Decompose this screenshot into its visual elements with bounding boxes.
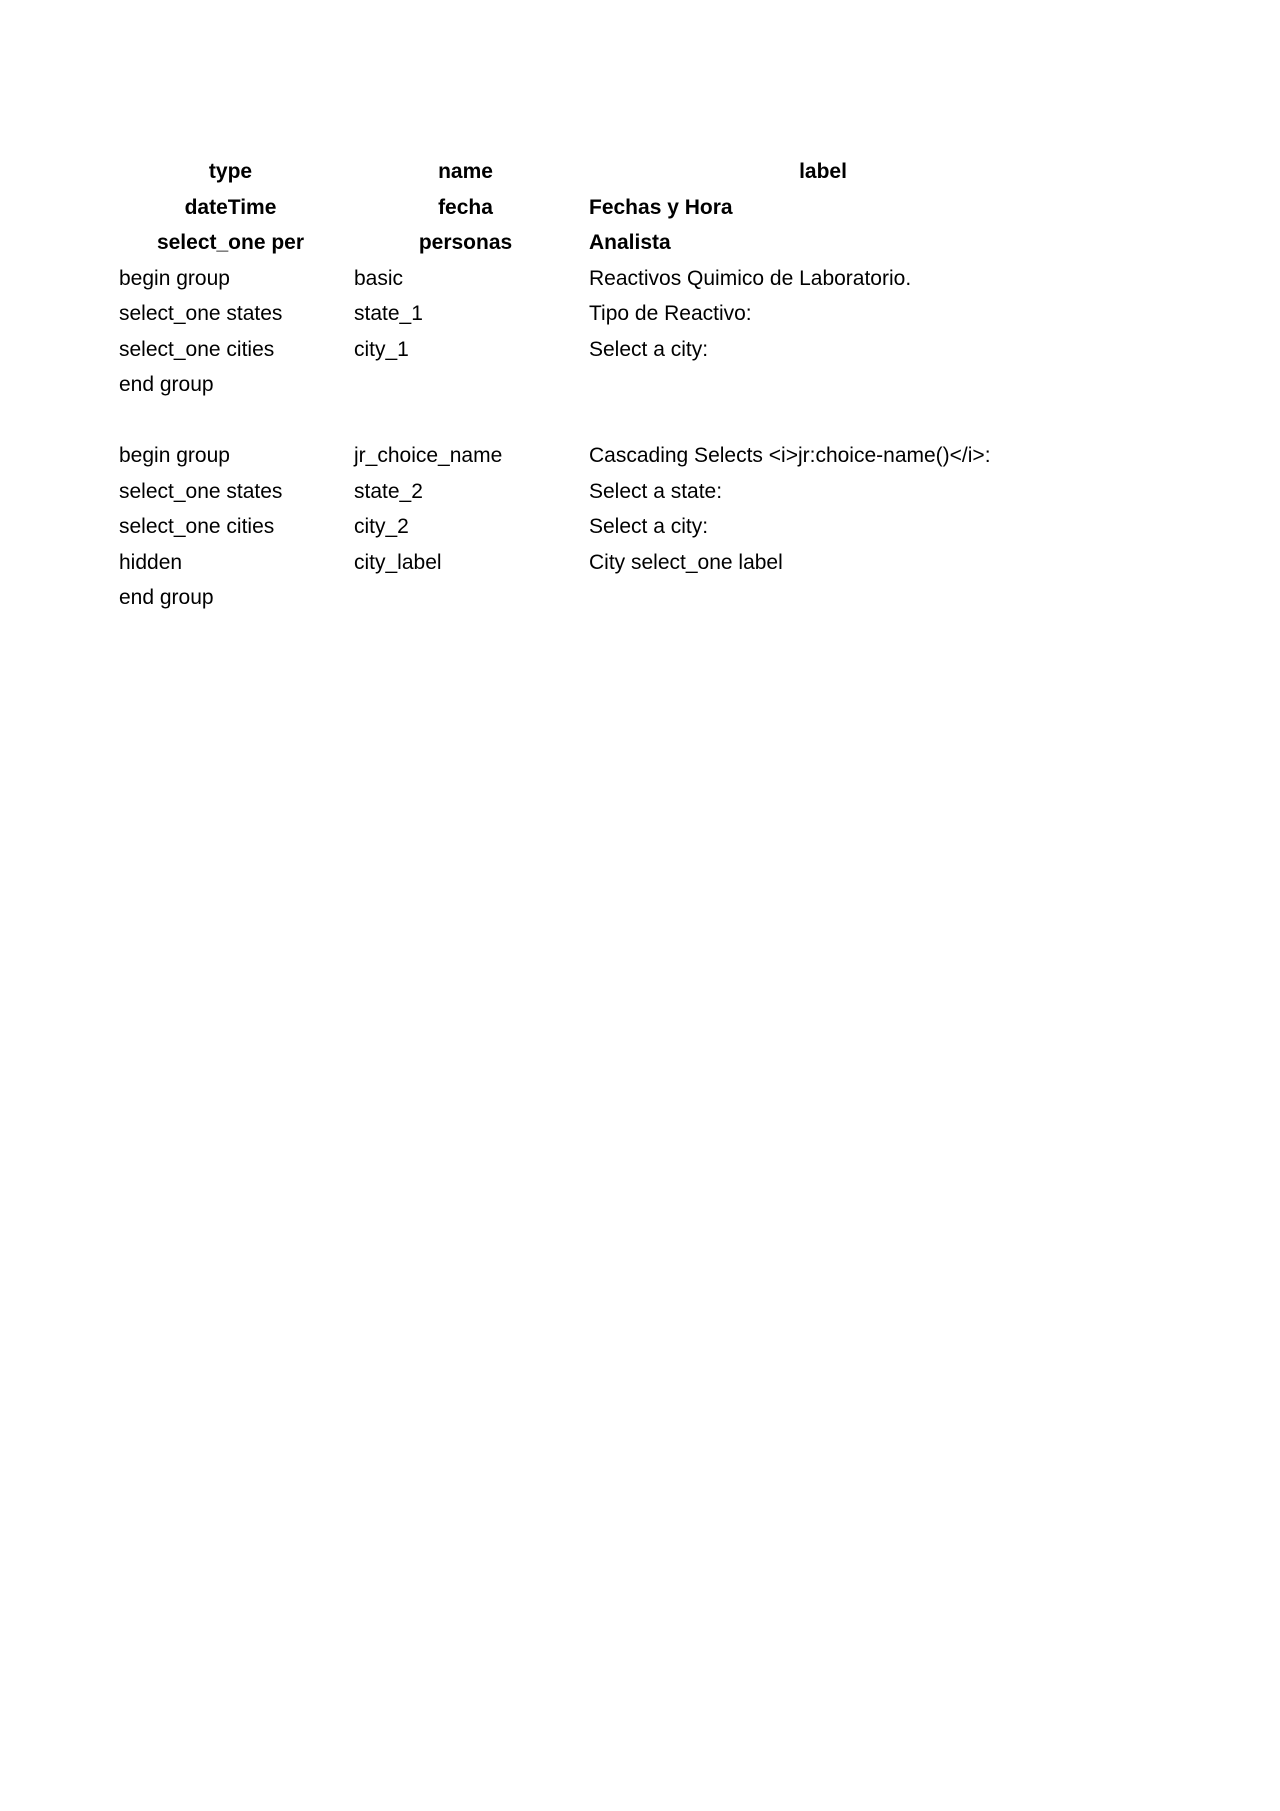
cell-type: begin group <box>119 266 230 290</box>
cell-label: Tipo de Reactivo: <box>589 302 752 325</box>
table-row <box>113 367 1063 403</box>
empty-row <box>113 403 1063 439</box>
cell-type: end group <box>119 373 214 396</box>
cell-label: Select a city: <box>589 515 709 538</box>
cell-name: city_2 <box>354 515 409 538</box>
cell-type: dateTime <box>184 195 277 219</box>
header-type: type <box>208 160 253 183</box>
cell-type: select_one per <box>156 231 305 254</box>
table-row <box>113 261 1063 297</box>
cell-name <box>348 367 583 403</box>
table-row <box>113 190 1063 226</box>
table-row <box>113 225 1063 261</box>
cell-name: city_label <box>354 550 442 574</box>
table-row <box>113 332 1063 368</box>
table-row <box>113 438 1063 474</box>
cell-type: end group <box>119 586 214 609</box>
header-label: label <box>799 160 847 183</box>
table-row <box>113 545 1063 581</box>
cell-name: state_1 <box>354 302 423 325</box>
cell-label: Select a city: <box>589 337 709 361</box>
cell-name: fecha <box>438 195 493 219</box>
cell-type: select_one cities <box>119 337 275 361</box>
cell-type: select_one states <box>119 479 283 503</box>
cell-label: Reactivos Quimico de Laboratorio. <box>589 266 912 290</box>
survey-table <box>113 154 1063 616</box>
cell-type: begin group <box>119 444 230 467</box>
header-name: name <box>438 160 493 183</box>
cell-label: Fechas y Hora <box>589 195 733 219</box>
cell-name <box>348 580 583 616</box>
cell-type: hidden <box>119 550 183 574</box>
column-header-row <box>113 154 1063 190</box>
table-row <box>113 580 1063 616</box>
cell-name: jr_choice_name <box>354 444 503 467</box>
cell-label: Analista <box>589 231 671 254</box>
empty-cell <box>113 403 348 439</box>
table-row <box>113 296 1063 332</box>
cell-name: basic <box>354 266 404 290</box>
empty-cell <box>348 403 583 439</box>
cell-type: select_one cities <box>119 515 275 538</box>
cell-label <box>583 580 1063 616</box>
empty-cell <box>583 403 1063 439</box>
cell-name: personas <box>418 231 513 254</box>
cell-name: state_2 <box>354 479 423 503</box>
cell-name: city_1 <box>354 337 409 361</box>
table-row <box>113 509 1063 545</box>
cell-type: select_one states <box>119 302 283 325</box>
table-row <box>113 474 1063 510</box>
cell-label: City select_one label <box>589 550 783 574</box>
cell-label: Select a state: <box>589 479 723 503</box>
cell-label: Cascading Selects <i>jr:choice-name()</i>: <box>589 444 991 467</box>
cell-label <box>583 367 1063 403</box>
